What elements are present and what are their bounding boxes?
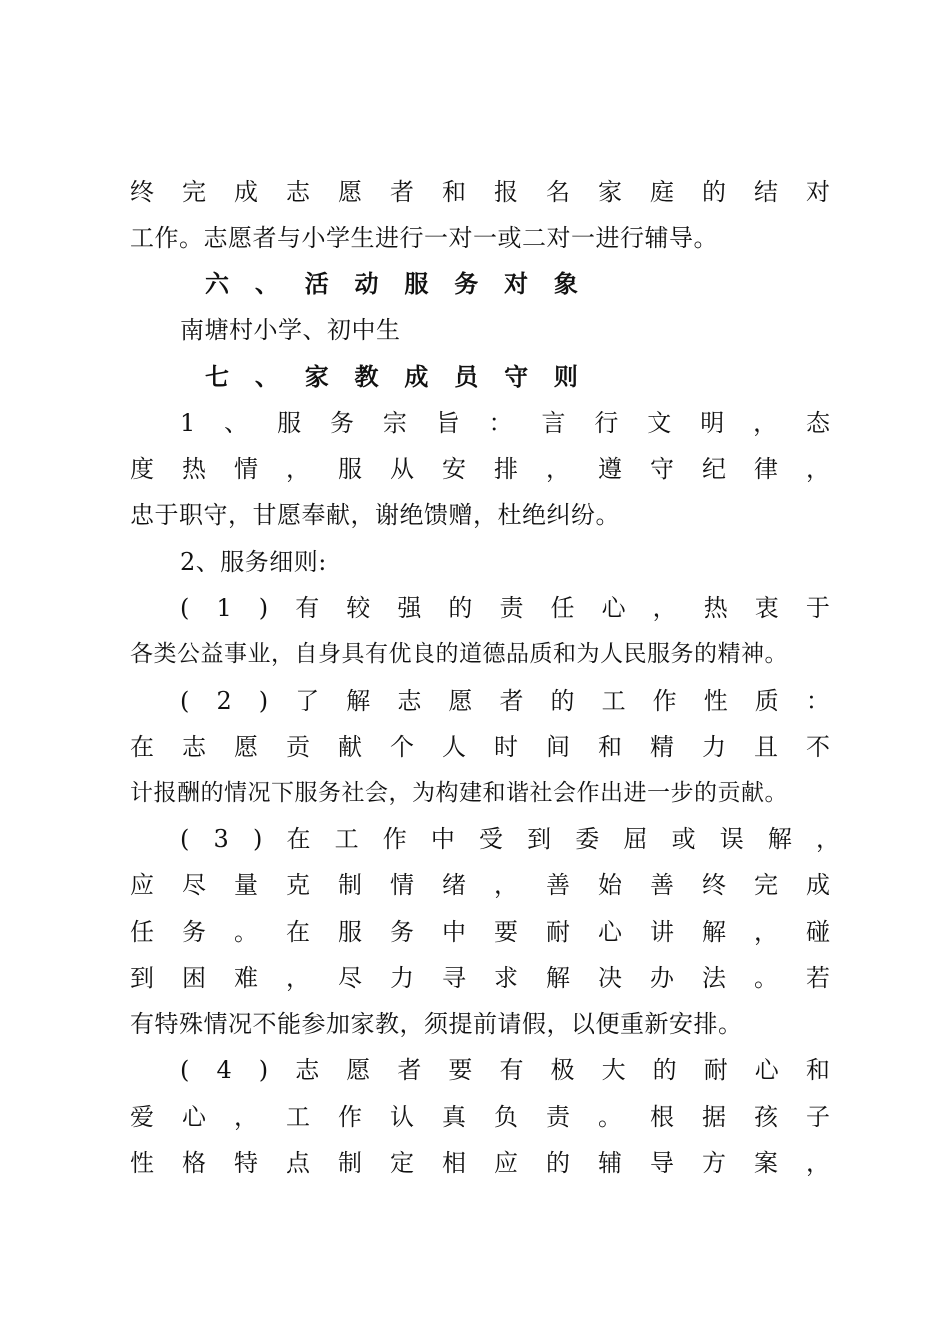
text-line: 2、服务细则: [180, 548, 327, 576]
text-char: 教 [354, 362, 379, 391]
text-char: ， [753, 409, 778, 437]
text-char: ， [816, 825, 840, 853]
text-line [130, 730, 830, 764]
text-char: 工 [286, 1103, 310, 1131]
text-char: 象 [553, 269, 578, 298]
text-char: ， [652, 594, 677, 622]
text-char: 报 [494, 178, 518, 206]
text-char: 善 [546, 871, 570, 899]
text-char: 办 [650, 964, 674, 992]
text-char: 服 [338, 918, 362, 946]
text-char: 遵 [598, 455, 622, 483]
text-char: 工 [334, 825, 359, 853]
text-char: ( [180, 687, 190, 715]
text-char: 不 [806, 733, 830, 761]
text-char: 若 [806, 964, 830, 992]
text-char: 解 [346, 687, 371, 715]
text-char: 名 [546, 178, 570, 206]
text-char: 精 [650, 733, 674, 761]
text-char: 的 [546, 1149, 570, 1177]
text-char: 作 [382, 825, 407, 853]
text-char: 性 [130, 1149, 154, 1177]
text-char: 较 [346, 594, 371, 622]
text-char: 言 [541, 409, 566, 437]
text-char: 定 [390, 1149, 414, 1177]
text-char: ， [806, 455, 830, 483]
text-char: 应 [494, 1149, 518, 1177]
text-char: 1 [216, 594, 232, 622]
text-char: 七 [205, 362, 229, 391]
text-char: ， [286, 964, 310, 992]
text-char: 量 [234, 871, 258, 899]
text-char: ) [258, 594, 269, 622]
text-char: 旨 [435, 409, 460, 437]
text-char: 尽 [338, 964, 362, 992]
text-char: 者 [499, 687, 524, 715]
text-char: 要 [494, 918, 518, 946]
text-char: 情 [234, 455, 258, 483]
text-char: 心 [754, 1056, 779, 1084]
text-char: 有 [295, 594, 320, 622]
text-char: 人 [442, 733, 466, 761]
text-char: ， [494, 871, 518, 899]
text-char: 力 [702, 733, 726, 761]
text-char: 负 [494, 1103, 518, 1131]
text-char: ) [252, 825, 263, 853]
text-char: 寻 [442, 964, 466, 992]
text-char: 案 [754, 1149, 778, 1177]
text-line: 有特殊情况不能参加家教，须提前请假，以便重新安排。 [130, 1010, 743, 1038]
text-char: ， [754, 918, 778, 946]
text-char: 、 [224, 409, 249, 437]
text-char: 成 [404, 362, 429, 391]
text-char: 于 [805, 594, 830, 622]
text-char: 解 [767, 825, 792, 853]
text-char: 的 [550, 687, 575, 715]
text-char: 明 [700, 409, 725, 437]
text-char: 根 [650, 1103, 674, 1131]
text-char: 和 [598, 733, 622, 761]
text-char: 志 [182, 733, 206, 761]
text-char: 屈 [623, 825, 648, 853]
text-char: 任 [130, 918, 154, 946]
text-line: 工作。志愿者与小学生进行一对一或二对一进行辅导。 [130, 224, 718, 252]
section-heading [205, 267, 578, 301]
text-char: 2 [216, 687, 232, 715]
text-char: 服 [404, 269, 429, 298]
text-char: ： [488, 409, 513, 437]
text-char: 有 [499, 1056, 524, 1084]
text-char: 受 [479, 825, 504, 853]
text-char: 结 [754, 178, 778, 206]
text-char: 愿 [346, 1056, 371, 1084]
text-line [130, 868, 830, 902]
text-char: 责 [499, 594, 524, 622]
text-line [130, 1146, 830, 1180]
text-char: 服 [277, 409, 302, 437]
text-char: 绪 [442, 871, 466, 899]
text-char: 和 [805, 1056, 830, 1084]
text-line [130, 915, 830, 949]
text-char: 守 [504, 362, 529, 391]
text-char: 服 [338, 455, 362, 483]
text-char: ， [234, 1103, 258, 1131]
text-char: 热 [703, 594, 728, 622]
text-char: 志 [397, 687, 422, 715]
text-char: 1 [180, 409, 196, 437]
text-char: 应 [130, 871, 154, 899]
text-char: 对 [806, 178, 830, 206]
text-line [180, 406, 830, 440]
text-line [180, 591, 830, 625]
text-char: 则 [553, 362, 578, 391]
text-char: ( [180, 1056, 190, 1084]
text-char: 格 [182, 1149, 206, 1177]
text-char: 孩 [754, 1103, 778, 1131]
text-char: 求 [494, 964, 518, 992]
text-char: 安 [442, 455, 466, 483]
text-char: 志 [286, 178, 310, 206]
text-char: 任 [550, 594, 575, 622]
text-char: 行 [594, 409, 619, 437]
text-char: 成 [806, 871, 830, 899]
text-char: 责 [546, 1103, 570, 1131]
text-char: 排 [494, 455, 518, 483]
text-char: 方 [702, 1149, 726, 1177]
text-char: 制 [338, 1149, 362, 1177]
text-char: 献 [338, 733, 362, 761]
text-char: 特 [234, 1149, 258, 1177]
text-char: 活 [304, 269, 329, 298]
text-char: 员 [454, 362, 479, 391]
text-char: 或 [671, 825, 696, 853]
text-char: 纪 [702, 455, 726, 483]
text-char: 作 [338, 1103, 362, 1131]
text-char: 终 [130, 178, 154, 206]
text-char: 贡 [286, 733, 310, 761]
text-char: 点 [286, 1149, 310, 1177]
text-line [180, 1053, 830, 1087]
text-char: 始 [598, 871, 622, 899]
text-char: 愿 [234, 733, 258, 761]
text-char: 工 [601, 687, 626, 715]
text-char: 辅 [598, 1149, 622, 1177]
text-char: 子 [806, 1103, 830, 1131]
text-char: 情 [390, 871, 414, 899]
text-char: 到 [527, 825, 552, 853]
text-char: 克 [286, 871, 310, 899]
text-char: 务 [390, 918, 414, 946]
text-char: 务 [182, 918, 206, 946]
text-char: 、 [254, 362, 279, 391]
text-char: 务 [329, 409, 354, 437]
text-char: 家 [304, 362, 329, 391]
text-char: 力 [390, 964, 414, 992]
text-char: ， [286, 455, 310, 483]
text-char: 愿 [338, 178, 362, 206]
text-char: 的 [702, 178, 726, 206]
text-char: 误 [719, 825, 744, 853]
text-char: 且 [754, 733, 778, 761]
text-char: 真 [442, 1103, 466, 1131]
text-char: 和 [442, 178, 466, 206]
text-char: 庭 [650, 178, 674, 206]
text-char: ( [180, 825, 190, 853]
text-line [130, 175, 830, 209]
text-char: 志 [295, 1056, 320, 1084]
text-char: 了 [295, 687, 320, 715]
text-char: 衷 [754, 594, 779, 622]
text-char: 对 [504, 269, 529, 298]
text-char: 心 [598, 918, 622, 946]
text-char: 极 [550, 1056, 575, 1084]
text-char: 4 [216, 1056, 232, 1084]
text-char: 爱 [130, 1103, 154, 1131]
text-line [180, 822, 840, 856]
text-line [130, 1100, 830, 1134]
text-char: 要 [448, 1056, 473, 1084]
text-char: 作 [652, 687, 677, 715]
text-char: 中 [442, 918, 466, 946]
section-heading [205, 360, 578, 394]
text-char: 尽 [182, 871, 206, 899]
text-char: ) [258, 687, 269, 715]
text-char: ) [258, 1056, 269, 1084]
text-line [130, 961, 830, 995]
text-char: 在 [286, 918, 310, 946]
text-char: 热 [182, 455, 206, 483]
text-char: 成 [234, 178, 258, 206]
text-char: 据 [702, 1103, 726, 1131]
text-char: 强 [397, 594, 422, 622]
text-char: 间 [546, 733, 570, 761]
text-char: 愿 [448, 687, 473, 715]
text-char: 耐 [703, 1056, 728, 1084]
text-line: 各类公益事业，自身具有优良的道德品质和为人民服务的精神。 [130, 641, 788, 667]
text-char: ， [806, 1149, 830, 1177]
text-char: 心 [601, 594, 626, 622]
text-char: 心 [182, 1103, 206, 1131]
text-char: 3 [213, 825, 229, 853]
text-char: 质 [754, 687, 779, 715]
text-char: 度 [130, 455, 154, 483]
text-char: 终 [702, 871, 726, 899]
text-line: 忠于职守，甘愿奉献，谢绝馈赠，杜绝纠纷。 [130, 501, 620, 529]
text-char: 完 [754, 871, 778, 899]
text-char: 委 [575, 825, 600, 853]
text-char: 、 [254, 269, 279, 298]
text-char: 讲 [650, 918, 674, 946]
text-char: 碰 [806, 918, 830, 946]
text-char: 。 [598, 1103, 622, 1131]
text-char: 困 [182, 964, 206, 992]
text-char: 解 [546, 964, 570, 992]
text-char: 务 [454, 269, 479, 298]
text-char: 宗 [382, 409, 407, 437]
text-char: 的 [448, 594, 473, 622]
text-char: ： [805, 687, 830, 715]
text-char: 文 [647, 409, 672, 437]
text-char: 到 [130, 964, 154, 992]
text-char: 从 [390, 455, 414, 483]
text-char: 导 [650, 1149, 674, 1177]
text-char: 态 [805, 409, 830, 437]
text-char: 律 [754, 455, 778, 483]
text-char: ( [180, 594, 190, 622]
text-char: 制 [338, 871, 362, 899]
text-char: 完 [182, 178, 206, 206]
text-line: 南塘村小学、初中生 [180, 316, 401, 344]
text-char: 动 [354, 269, 379, 298]
text-char: 解 [702, 918, 726, 946]
text-line [130, 452, 830, 486]
text-char: 认 [390, 1103, 414, 1131]
text-char: 的 [652, 1056, 677, 1084]
text-char: 家 [598, 178, 622, 206]
text-char: 。 [234, 918, 258, 946]
text-char: 难 [234, 964, 258, 992]
text-char: 性 [703, 687, 728, 715]
text-char: 耐 [546, 918, 570, 946]
text-char: 时 [494, 733, 518, 761]
text-char: 大 [601, 1056, 626, 1084]
text-char: 六 [205, 269, 229, 298]
text-char: 在 [130, 733, 154, 761]
text-char: 。 [754, 964, 778, 992]
text-char: 者 [397, 1056, 422, 1084]
text-char: 相 [442, 1149, 466, 1177]
text-char: 者 [390, 178, 414, 206]
text-char: 守 [650, 455, 674, 483]
text-char: 中 [430, 825, 455, 853]
text-char: 在 [286, 825, 311, 853]
text-char: 个 [390, 733, 414, 761]
text-line: 计报酬的情况下服务社会，为构建和谐社会作出进一步的贡献。 [130, 780, 788, 806]
text-char: ， [546, 455, 570, 483]
text-line [180, 684, 830, 718]
text-char: 决 [598, 964, 622, 992]
text-char: 善 [650, 871, 674, 899]
text-char: 法 [702, 964, 726, 992]
